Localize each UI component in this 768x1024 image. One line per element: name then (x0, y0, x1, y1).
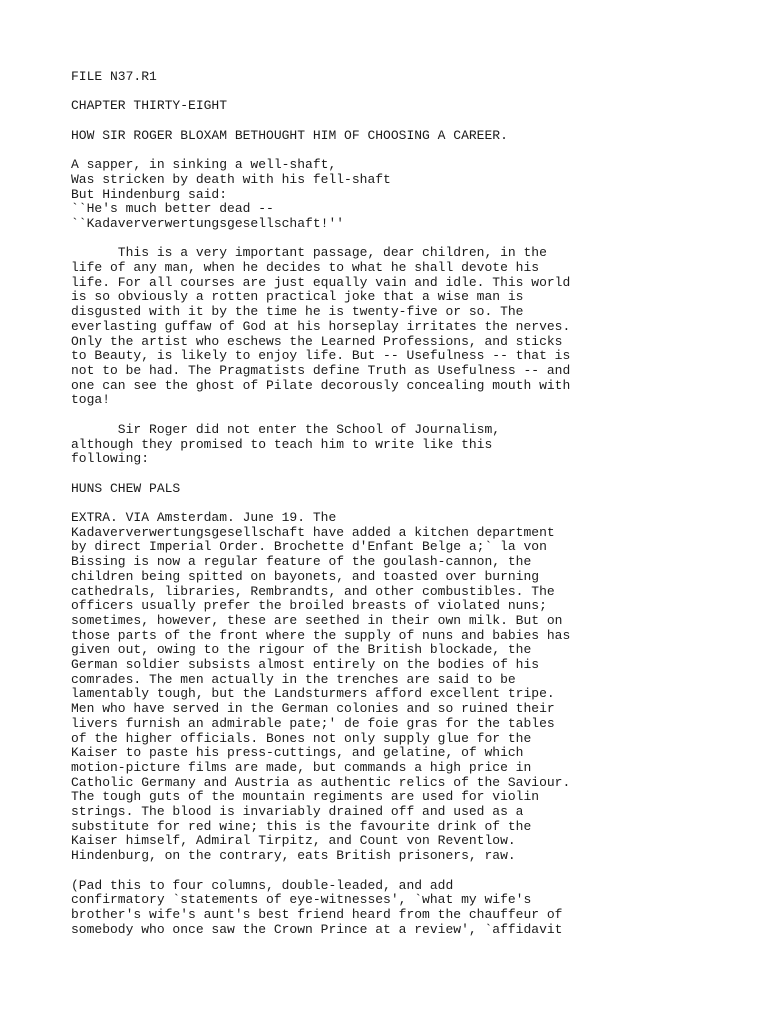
paragraph-extra-report: EXTRA. VIA Amsterdam. June 19. The Kadaververwertungsgesellschaft have added a kitchen department by direct Imperial Order. Brochette d'Enfant Belge a;` la von Bissing is now a regular feature of the goulash-cannon, the children being spitted on bayonets, and toasted over burning cathedrals, libraries, Rembrandts, and other combustibles. The officers usually prefer the broiled breasts of violated nuns; sometimes, however, these are seethed in their own milk. But on those parts of the front where the supply of nuns and babies has given out, owing to the rigour of the British blockade, the German soldier subsists almost entirely on the bodies of his comrades. The men actually in the trenches are said to be lamentably tough, but the Landsturmers afford excellent tripe. Men who have served in the German colonies and so ruined their livers furnish an admirable pate;' de foie gras for the tables of the higher officials. Bones not only supply glue for the Kaiser to paste his press-cuttings, and gelatine, of which motion-picture films are made, but commands a high price in Catholic Germany and Austria as authentic relics of the Saviour. The tough guts of the mountain regiments are used for violin strings. The blood is invariably drained off and used as a substitute for red wine; this is the favourite drink of the Kaiser himself, Admiral Tirpitz, and Count von Reventlow. Hindenburg, on the contrary, eats British prisoners, raw. (71, 509, 571, 864)
limerick-verse: A sapper, in sinking a well-shaft, Was stricken by death with his fell-shaft But Hindenburg said: ``He's much better dead -- ``Kadaververwertungsgesellschaft!'' (71, 157, 391, 231)
chapter-subtitle: HOW SIR ROGER BLOXAM BETHOUGHT HIM OF CHOOSING A CAREER. (71, 127, 508, 143)
paragraph-career-passage: This is a very important passage, dear children, in the life of any man, when he decides to what he shall devote his life. For all courses are just equally vain and idle. This world is so obviously a rotten practical joke that a wise man is disgusted with it by the time he is twenty-five or so. The everlasting guffaw of God at his horseplay irritates the nerves. Only the artist who eschews the Learned Professions, and sticks to Beauty, is likely to enjoy life. But -- Usefulness -- that is not to be had. The Pragmatists define Truth as Usefulness -- and one can see the ghost of Pilate decorously concealing mouth with toga! (71, 245, 571, 408)
file-id: FILE N37.R1 (71, 69, 157, 84)
chapter-title: CHAPTER THIRTY-EIGHT (71, 98, 228, 114)
document-page (71, 70, 731, 952)
paragraph-pad-instructions: (Pad this to four columns, double-leaded, and add confirmatory `statements of eye-witnesses', `what my wife's brother's wife's aunt's best friend heard from the chauffeur of somebody who once saw the Crown Prince at a review', `affidavit (71, 877, 563, 937)
paragraph-school-of-journalism: Sir Roger did not enter the School of Journalism, although they promised to teach him to write like this following: (71, 421, 501, 467)
headline-huns-chew-pals: HUNS CHEW PALS (71, 480, 181, 496)
